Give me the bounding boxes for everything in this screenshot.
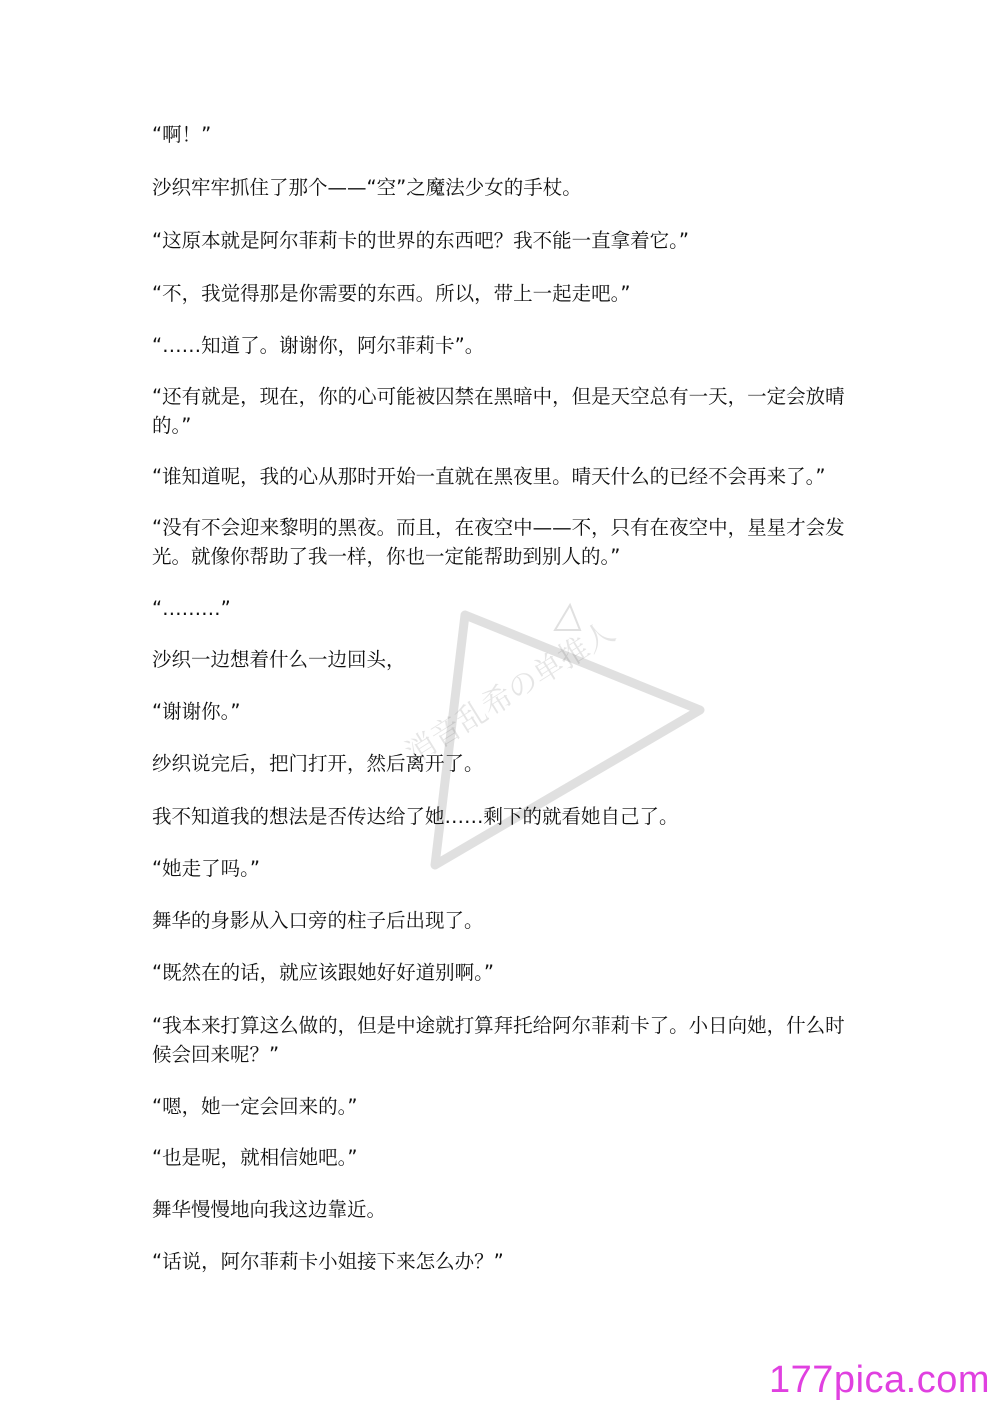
paragraph: “这原本就是阿尔菲莉卡的世界的东西吧？我不能一直拿着它。” <box>152 229 689 252</box>
paragraph: “不，我觉得那是你需要的东西。所以，带上一起走吧。” <box>152 282 631 305</box>
watermark-text: 消音乱希の单推人 <box>399 614 622 772</box>
paragraph: “……知道了。谢谢你，阿尔菲莉卡”。 <box>152 334 485 357</box>
paragraph: “啊！” <box>152 123 212 146</box>
paragraph: “她走了吗。” <box>152 857 260 880</box>
paragraph: “嗯，她一定会回来的。” <box>152 1095 358 1118</box>
paragraph: 舞华慢慢地向我这边靠近。 <box>152 1198 387 1221</box>
paragraph: “我本来打算这么做的，但是中途就打算拜托给阿尔菲莉卡了。小日向她，什么时候会回来呢？” <box>152 1014 845 1066</box>
paragraph: 舞华的身影从入口旁的柱子后出现了。 <box>152 909 484 932</box>
paragraph: “话说，阿尔菲莉卡小姐接下来怎么办？” <box>152 1250 504 1273</box>
site-watermark: 177pica.com <box>769 1359 990 1401</box>
paragraph: “也是呢，就相信她吧。” <box>152 1146 358 1169</box>
paragraph: “谢谢你。” <box>152 700 241 723</box>
paragraph: “没有不会迎来黎明的黑夜。而且，在夜空中——不，只有在夜空中，星星才会发光。就像你帮助了我一样，你也一定能帮助到别人的。” <box>152 516 845 568</box>
paragraph: 沙织牢牢抓住了那个——“空”之魔法少女的手杖。 <box>152 176 582 199</box>
paragraph: “谁知道呢，我的心从那时开始一直就在黑夜里。晴天什么的已经不会再来了。” <box>152 465 826 488</box>
paragraph: “既然在的话，就应该跟她好好道别啊。” <box>152 961 494 984</box>
paragraph: 我不知道我的想法是否传达给了她……剩下的就看她自己了。 <box>152 805 679 828</box>
paragraph: “………” <box>152 597 231 620</box>
paragraph: “还有就是，现在，你的心可能被囚禁在黑暗中，但是天空总有一天，一定会放晴的。” <box>152 385 845 437</box>
paragraph: 沙织一边想着什么一边回头， <box>152 648 406 671</box>
paragraph: 纱织说完后，把门打开，然后离开了。 <box>152 752 484 775</box>
